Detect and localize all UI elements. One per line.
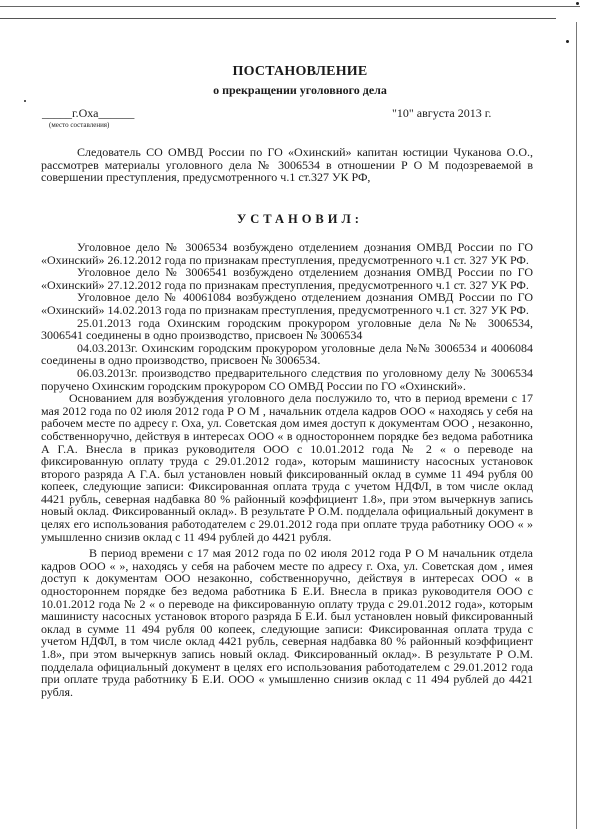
section-heading: УСТАНОВИЛ: [237, 212, 363, 226]
body-paragraph: Основанием для возбуждения уголовного дела послужило то, что в период времени с 17 мая 2012 года по 02 июля 2012 года Р О М , начальник отдела кадров ООО « находясь у себя на рабочем месте по адресу г. Оха, ул. Советская дом имея доступ к документам ООО , незаконно, собственноручно, действуя в интересах ООО « в одностороннем порядке без ведома работника А Г.А. Внесла в приказ руководителя ООО с 10.01.2012 года № 2 « о переводе на фиксированную оплату труда с 29.01.2012 года», которым машинисту насосных установок второго разряда А Г.А. был установлен новый фиксированный оклад в сумме 11 494 рубля 00 копеек, следующие записи: Фиксированная оплата труда с учетом НДФЛ, в том числе оклад 4421 рубль, северная надбавка 80 % районный коэффициент 1.8», при этом вычеркнув запись новый оклад. Фиксированный оклад». В результате Р О.М. подделала официальный документ в целях его использования работодателем с 29.01.2012 года при оплате труда работнику ООО « » умышленно снизив оклад с 11 494 рублей до 4421 рубля. [41, 391, 533, 544]
scan-speck [24, 100, 26, 102]
document-title: ПОСТАНОВЛЕНИЕ [232, 64, 368, 79]
body-paragraph: 06.03.2013г. производство предварительного следствия по уголовному делу № 3006534 поручено Охинским городским прокурором СО ОМВД России по ГО «Охинский». [41, 365, 533, 393]
scan-edge-right [576, 22, 577, 829]
body-paragraph: Уголовное дело № 40061084 возбуждено отделением дознания ОМВД России по ГО «Охинский» 14.02.2013 года по признакам преступления, предусмотренного ч.1 ст. 327 УК РФ. [41, 290, 533, 317]
place-note: (место составления) [49, 121, 110, 129]
body-paragraph: Уголовное дело № 3006534 возбуждено отделением дознания ОМВД России по ГО «Охинский» 26.12.2012 года по признакам преступления, предусмотренного ч.1 ст. 327 УК РФ. [41, 240, 533, 267]
body-block [41, 241, 533, 698]
body-paragraph: Уголовное дело № 3006541 возбуждено отделением дознания ОМВД России по ГО «Охинский» 27.12.2012 года по признакам преступления, предусмотренного ч.1 ст. 327 УК РФ. [41, 265, 533, 292]
intro-block [41, 146, 533, 184]
scan-speck [576, 2, 579, 5]
scan-edge-top-inner [0, 18, 556, 19]
scan-edge-top [0, 6, 580, 7]
body-paragraph: В период времени с 17 мая 2012 года по 02 июля 2012 года Р О М начальник отдела кадров ООО « », находясь у себя на рабочем месте по адресу г. Оха, ул. Советская дом , имея доступ к документам ООО незаконно, собственноручно, действуя в интересах ООО « в одностороннем порядке без ведома работника Б Е.И. Внесла в приказ руководителя ООО с 10.01.2012 года № 2 « о переводе на фиксированную оплату труда с 29.01.2012 года», которым машинисту насосных установок второго разряда Б Е.И. был установлен новый фиксированный оклад в сумме 11 494 рубля 00 копеек, следующие записи: Фиксированная оплата труда с учетом НДФЛ, в том числе оклад 4421 рубль, северная надбавка 80 % районный коэффициент 1.8», при этом вычеркнув запись новый оклад. Фиксированный оклад». В результате Р О.М. подделала официальный документ в целях его использования работодателем с 29.01.2012 года при оплате труда работнику Б Е.И. ООО « умышленно снизив оклад с 11 494 рублей до 4421 рубля. [41, 546, 533, 699]
document-date: "10" августа 2013 г. [392, 106, 492, 120]
place-of-issue: _____г.Оха______ [42, 106, 135, 120]
document-subtitle: о прекращении уголовного дела [213, 83, 387, 97]
scan-speck [566, 40, 569, 43]
body-paragraph: 04.03.2013г. Охинским городским прокурором уголовные дела №№ 3006534 и 4006084 соединены в одно производство, присвоен № 3006534. [41, 340, 533, 368]
intro-paragraph: Следователь СО ОМВД России по ГО «Охинский» капитан юстиции Чуканова О.О., рассмотрев материалы уголовного дела № 3006534 в отношении Р О М подозреваемой в совершении преступления, предусмотренного ч.1 ст.327 УК РФ, [41, 145, 533, 185]
body-paragraph: 25.01.2013 года Охинским городским прокурором уголовные дела №№ 3006534, 3006541 соединены в одно производство, присвоен № 3006534 [41, 315, 533, 343]
